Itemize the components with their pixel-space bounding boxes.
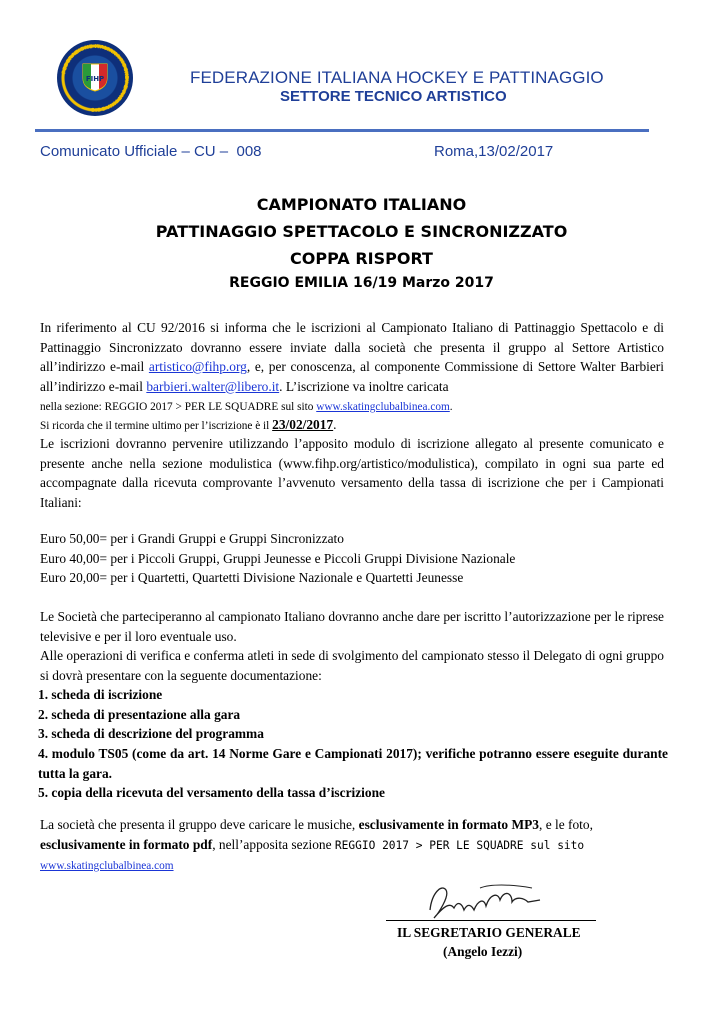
para1-small-a: nella sezione: REGGIO 2017 > PER LE SQUADRE sul sito — [40, 401, 317, 413]
doc-list-item: 3. scheda di descrizione del programma — [38, 726, 264, 741]
paragraph-modulo: Le iscrizioni dovranno pervenire utilizzando l’apposito modulo di iscrizione allegato al presente comunicato e presente anche nella sezione modulistica (www.fihp.org/artistico/modulistica), compilato in ogni sua parte ed accompagnate dalla ricevuta comprovante l’avvenuto versamento della tassa di iscrizione che per i Campionati Italiani: — [40, 436, 664, 510]
org-name: FEDERAZIONE ITALIANA HOCKEY E PATTINAGGIO — [190, 68, 604, 87]
title-line-4: REGGIO EMILIA 16/19 Marzo 2017 — [229, 275, 494, 291]
para1-text-a: In riferimento al CU 92/2016 si informa che le iscrizioni al Campionato Italiano di Pattinaggio Spettacolo e di Pattinaggio Sincronizzato dovranno essere inviate dalla società che presenta il gruppo al Settore Artistico all’indirizzo e-mail — [40, 320, 664, 374]
deadline-date: 23/02/2017 — [272, 417, 334, 432]
email-barbieri-link[interactable]: barbieri.walter@libero.it — [146, 378, 280, 394]
place-date: Roma,13/02/2017 — [434, 143, 554, 160]
para1-small-b: . — [449, 401, 453, 413]
doc-list-item: 1. scheda di iscrizione — [38, 687, 163, 702]
title-line-3: COPPA RISPORT — [290, 249, 433, 268]
paragraph-registration — [40, 318, 664, 396]
deadline-intro: Si ricorda che il termine ultimo per l’iscrizione è il — [40, 420, 273, 432]
para5-text-c: , nell’apposita sezione — [212, 836, 335, 852]
header-divider — [35, 129, 649, 132]
paragraph-verification: Alle operazioni di verifica e conferma atleti in sede di svolgimento del campionato stesso il Delegato di ogni gruppo si dovrà presentare con la seguente documentazione: — [40, 648, 664, 683]
title-line-2: PATTINAGGIO SPETTACOLO E SINCRONIZZATO — [155, 222, 568, 241]
doc-list-item: 4. modulo TS05 (come da art. 14 Norme Gare e Campionati 2017); verifiche potranno essere eseguite durante tutta la gara. — [38, 746, 668, 781]
para5-bold-mp3: esclusivamente in formato MP3 — [358, 817, 539, 832]
signature-icon — [420, 880, 560, 925]
italian-shield-icon — [81, 62, 109, 92]
para1-text-b: , e, per conoscenza, al componente Commissione di Settore Walter Barbieri all’indirizzo e-mail — [40, 359, 664, 394]
para5-text-b: , e le foto, — [539, 817, 593, 832]
skatingclub-link-2[interactable]: www.skatingclubalbinea.com — [40, 860, 174, 872]
doc-list-item: 5. copia della ricevuta del versamento della tassa d’iscrizione — [38, 785, 385, 800]
doc-list-item: 2. scheda di presentazione alla gara — [38, 707, 241, 722]
skatingclub-link[interactable]: www.skatingclubalbinea.com — [316, 401, 450, 413]
email-artistico-link[interactable]: artistico@fihp.org — [148, 359, 247, 374]
signature-line — [386, 920, 596, 921]
para5-section-mono: REGGIO 2017 > PER LE SQUADRE sul sito — [334, 838, 585, 852]
fee-line-3: Euro 20,00= per i Quartetti, Quartetti Divisione Nazionale e Quartetti Jeunesse — [40, 570, 464, 585]
communique-number: Comunicato Ufficiale – CU – 008 — [40, 143, 262, 160]
title-line-1: CAMPIONATO ITALIANO — [256, 195, 467, 214]
deadline-end: . — [333, 417, 337, 432]
fee-line-2: Euro 40,00= per i Piccoli Gruppi, Gruppi Jeunesse e Piccoli Gruppi Divisione Nazionale — [40, 551, 516, 566]
signatory-name: (Angelo Iezzi) — [443, 944, 523, 959]
para5-text-a: La società che presenta il gruppo deve caricare le musiche, — [40, 817, 359, 832]
para1-text-c: . L’iscrizione va inoltre caricata — [279, 378, 449, 394]
org-subtitle: SETTORE TECNICO ARTISTICO — [280, 88, 507, 105]
logo-ring-text: FEDERAZIONE ITALIANA HOCKEY E PATTINAGGIO — [61, 43, 130, 113]
paragraph-tv-authorization: Le Società che parteciperanno al campionato Italiano dovranno anche dare per iscritto l’autorizzazione per le riprese televisive e per il loro eventuale uso. — [40, 609, 664, 644]
paragraph-uploads — [40, 815, 664, 877]
fee-line-1: Euro 50,00= per i Grandi Gruppi e Gruppi Sincronizzato — [40, 531, 344, 546]
signatory-title: IL SEGRETARIO GENERALE — [397, 925, 581, 940]
fihp-logo — [57, 40, 133, 116]
logo-text: FIHP — [85, 75, 105, 83]
para5-bold-pdf: esclusivamente in formato pdf — [40, 836, 213, 852]
